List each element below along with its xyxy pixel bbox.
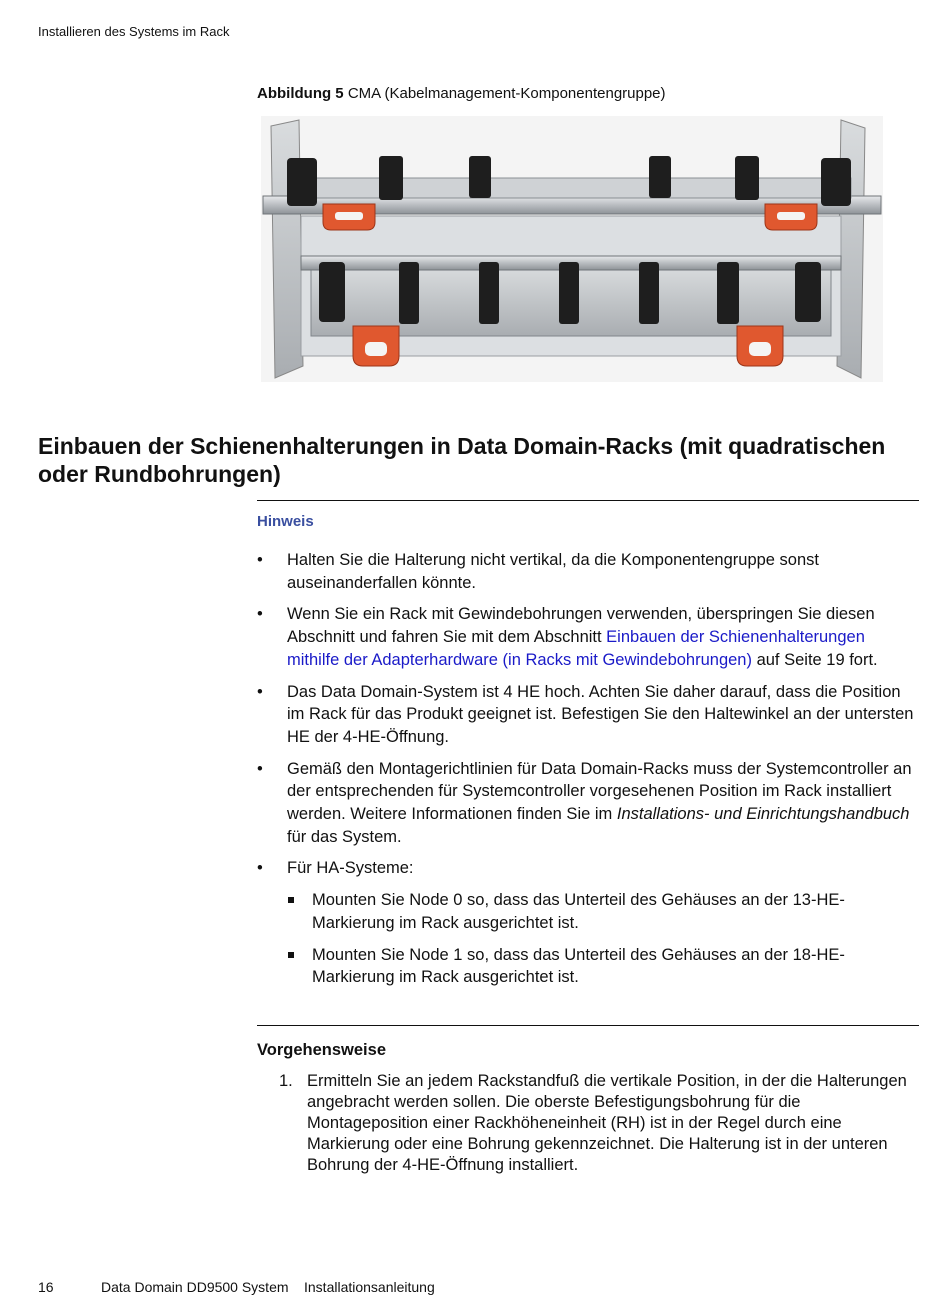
manual-title: Installations- und Einrichtungshandbuch [616,805,910,824]
bullet-icon: • [257,682,263,701]
square-bullet-icon [288,897,294,903]
note-subitem-text: Mounten Sie Node 0 so, dass das Unterteil des Gehäuses an der 13-HE-Markierung im Rack ausgerichtet ist. [312,891,845,932]
figure-caption-text: CMA (Kabelmanagement-Komponentengruppe) [347,85,666,102]
note-item-text: Für HA-Systeme: [287,859,414,878]
footer-doc-title: Data Domain DD9500 System [101,1279,289,1295]
step-text: Ermitteln Sie an jedem Rackstandfuß die vertikale Position, in der die Halterungen angebracht werden sollen. Die oberste Befestigungsbohrung für die Montageposition einer Rackhöheneinheit (RH) ist in der Regel durch eine Markierung oder eine Bohrung gekennzeichnet. Die Halterung ist in der unteren Bohrung der 4-HE-Öffnung installiert. [307,1072,907,1174]
cma-illustration [261,116,883,382]
cross-reference-link[interactable]: Einbauen der Schienenhalterungen mithilfe der Adapterhardware (in Racks mit Gewindebohrungen) [287,628,865,669]
bullet-icon: • [257,605,263,624]
note-item [257,549,919,594]
note-item [257,758,919,849]
note-subitem [287,944,919,989]
note-item-text: Das Data Domain-System ist 4 HE hoch. Achten Sie daher darauf, dass die Position im Rack für das Produkt geeignet ist. Befestigen Sie den Haltewinkel an der untersten HE der 4-HE-Öffnung. [287,682,914,746]
note-item [257,857,919,989]
procedure-heading: Vorgehensweise [257,1041,386,1059]
bullet-icon: • [257,759,263,778]
note-subitem [287,889,919,934]
note-item-text: Wenn Sie ein Rack mit Gewindebohrungen verwenden, überspringen Sie diesen Abschnitt und fahren Sie mit dem Abschnitt [287,605,875,647]
note-item-text: für das System. [287,827,402,846]
running-header: Installieren des Systems im Rack [38,24,230,39]
step-number: 1. [279,1072,293,1090]
figure-label: Abbildung 5 [257,85,344,102]
page-number: 16 [38,1279,54,1295]
procedure-steps [257,1071,919,1176]
square-bullet-icon [288,952,294,958]
note-item-text: Halten Sie die Halterung nicht vertikal, da die Komponentengruppe sonst auseinanderfallen könnte. [287,551,819,592]
note-heading: Hinweis [257,513,314,530]
note-list [257,549,919,998]
note-item [257,681,919,749]
section-title: Einbauen der Schienenhalterungen in Data Domain-Racks (mit quadratischen oder Rundbohrungen) [38,433,886,487]
footer-doc-type: Installationsanleitung [304,1279,435,1295]
note-item-text: Gemäß den Montagerichtlinien für Data Domain-Racks muss der Systemcontroller an der entsprechenden für Systemcontroller vorgesehenen Position im Rack installiert werden. Weitere Informationen finden Sie im [287,759,912,824]
figure-caption [257,85,666,102]
note-subitem-text: Mounten Sie Node 1 so, dass das Unterteil des Gehäuses an der 18-HE-Markierung im Rack ausgerichtet ist. [312,945,845,987]
note-item [257,603,919,671]
note-bottom-rule [257,1025,919,1026]
note-sublist [287,889,919,989]
cma-photo [261,116,883,382]
bullet-icon: • [257,551,263,569]
bullet-icon: • [257,859,263,878]
note-item-text: auf Seite 19 fort. [751,650,878,669]
note-top-rule [257,500,919,501]
procedure-step [257,1071,919,1176]
